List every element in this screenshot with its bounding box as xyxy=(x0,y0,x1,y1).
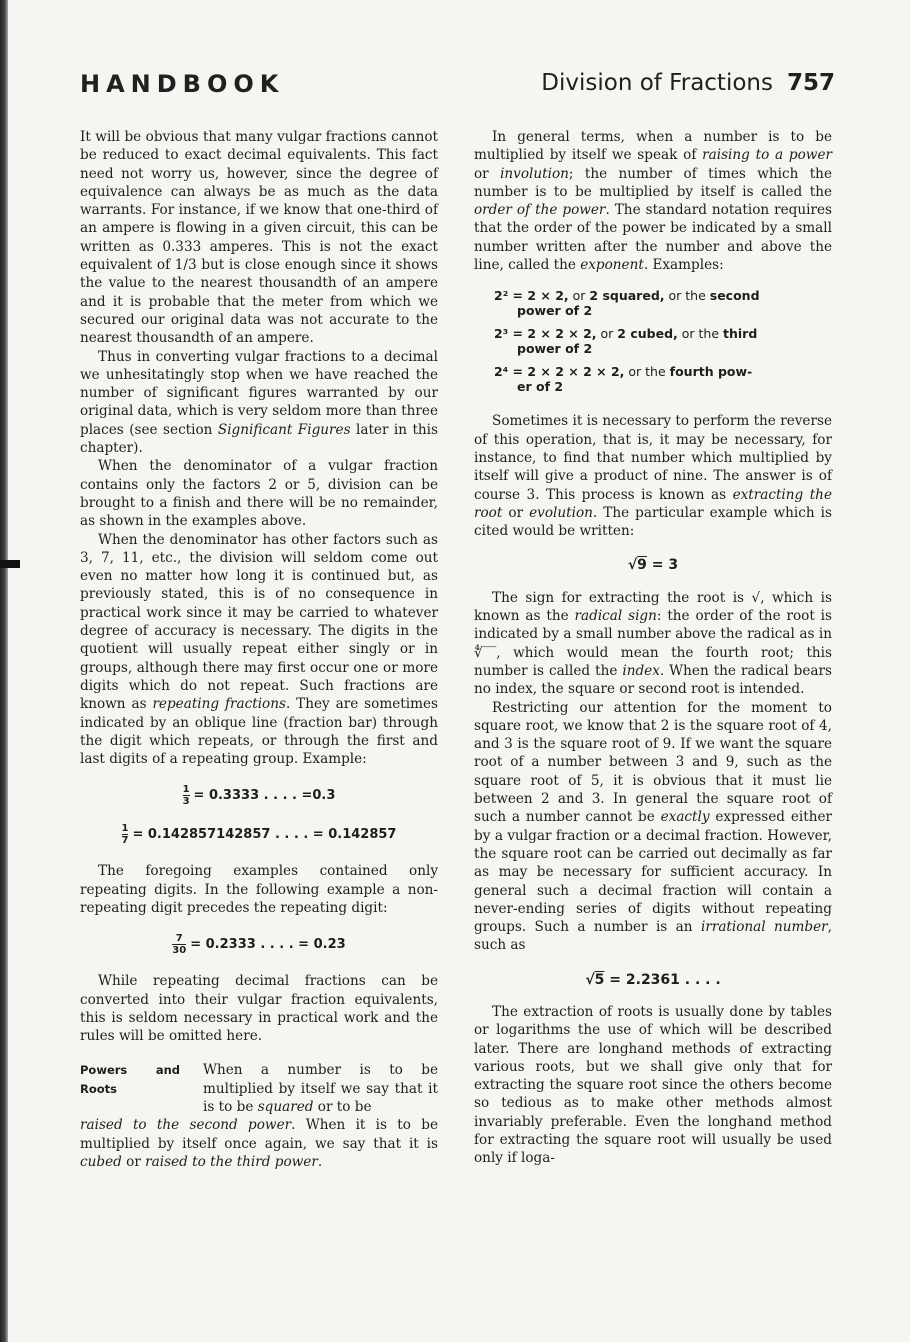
equation-root-five: √5 = 2.2361 . . . . xyxy=(585,971,721,988)
paragraph: When the denominator has other factors such as 3, 7, 11, etc., the division will seldom come out even no matter how long it is continued but, as previously stated, this is of no consequence in practical work since it may be carried to whatever degree of accuracy is necessary. The digits in the quotient will usually repeat either singly or in groups, although there may first occur one or more digits which do not repeat. Such fractions are known as repeating fractions. They are sometimes indicated by an oblique line (fraction bar) through the digit which repeats, or through the first and last digits of a repeating group. Example: xyxy=(80,531,438,768)
equation-seven-thirtieths: $\frac{7}{30}$ = 0.2333 . . . . = 0.23 xyxy=(172,933,346,957)
paragraph-continued: raised to the second power. When it is to be multiplied by itself once again, we say that it is cubed or raised to the third power. xyxy=(80,1117,438,1170)
equation-root-nine: √9 = 3 xyxy=(627,557,679,574)
equation-one-seventh: $\frac{1}{7}$ = 0.142857142857 . . . . = 0.142857 xyxy=(121,823,397,847)
paragraph: The extraction of roots is usually done by tables or logarithms the use of which will be described later. There are longhand methods of extracting various roots, but we shall give only that for extracting the square root since the others become so tedious as to make other methods almost invariably preferable. Even the longhand method for extracting the square root will usually be used only if loga- xyxy=(474,1003,832,1167)
paragraph: While repeating decimal fractions can be converted into their vulgar fraction equivalents, this is seldom necessary in practical work and the rules will be omitted here. xyxy=(80,973,438,1045)
paragraph: Sometimes it is necessary to perform the reverse of this operation, that is, it may be necessary, for instance, to find that number which multiplied by itself will give a product of nine. The answer is of course 3. This process is known as extracting the root or evolution. The particular example which is cited would be written: xyxy=(474,413,832,540)
paragraph: When the denominator of a vulgar fraction contains only the factors 2 or 5, division can be brought to a finish and there will be no remainder, as shown in the examples above. xyxy=(80,458,438,530)
example-squared: 2² = 2 × 2, or 2 squared, or the second power of 2 xyxy=(494,288,760,319)
right-column xyxy=(474,128,832,1168)
paragraph: In general terms, when a number is to be multiplied by itself we speak of raising to a power or involution; the number of times which the number is to be multiplied by itself is called the order of the power. The standard notation requires that the order of the power be indicated by a small number written after the number and above the line, called the exponent. Examples: xyxy=(474,129,832,274)
left-column xyxy=(80,128,438,1171)
equation-one-third: $\frac{1}{3}$ = 0.3333 . . . . =0.3 xyxy=(182,784,336,808)
paragraph: The foregoing examples contained only repeating digits. In the following example a non-repeating digit precedes the repeating digit: xyxy=(80,863,438,916)
page-edge-shadow xyxy=(0,0,8,1342)
paragraph: Restricting our attention for the moment to square root, we know that 2 is the square root of 4, and 3 is the square root of 9. If we want the square root of a number between 3 and 9, such as the square root of 5, it is obvious that it must lie between 2 and 3. In general the square root of such a number cannot be exactly expressed either by a vulgar fraction or a decimal fraction. However, the square root can be carried out decimally as far as may be necessary for sufficient accuracy. In general such a decimal fraction will contain a never-ending series of digits without repeating groups. Such a number is an irrational number, such as xyxy=(474,699,832,954)
example-fourth-power: 2⁴ = 2 × 2 × 2 × 2, or the fourth pow- er of 2 xyxy=(494,364,753,395)
power-examples xyxy=(494,288,832,394)
side-heading-text: When a number is to be multiplied by itself we say that it is to be squared or to be xyxy=(203,1062,438,1116)
running-head-title xyxy=(541,70,835,96)
paragraph: The sign for extracting the root is √, which is known as the radical sign: the order of the root is indicated by a small number above the radical as in ∜‾‾, which would mean the fourth root; this number is called the index. When the radical bears no index, the square or second root is intended. xyxy=(474,589,832,698)
paragraph: It will be obvious that many vulgar fractions cannot be reduced to exact decimal equivalents. This fact need not worry us, however, since the degree of equivalence can always be as much as the data warrants. For instance, if we know that one-third of an ampere is flowing in a given circuit, this can be written as 0.333 amperes. This is not the exact equivalent of 1/3 but is close enough since it shows the value to the nearest thousandth of an ampere and it is probable that the meter from which we secured our original data was not accurate to the nearest thousandth of an ampere. xyxy=(80,129,438,347)
side-heading-block xyxy=(80,1061,438,1116)
side-heading-powers-and-roots: Powers and Roots xyxy=(80,1063,180,1096)
running-head-handbook: HANDBOOK xyxy=(80,70,285,98)
page-number: 757 xyxy=(786,70,835,96)
example-cubed: 2³ = 2 × 2 × 2, or 2 cubed, or the third power of 2 xyxy=(494,326,758,357)
page-edge-mark xyxy=(0,560,20,568)
section-title: Division of Fractions xyxy=(541,70,773,96)
paragraph: Thus in converting vulgar fractions to a decimal we unhesitatingly stop when we have reached the number of significant figures warranted by our original data, which is very seldom more than three places (see section Significant Figures later in this chapter). xyxy=(80,348,438,457)
